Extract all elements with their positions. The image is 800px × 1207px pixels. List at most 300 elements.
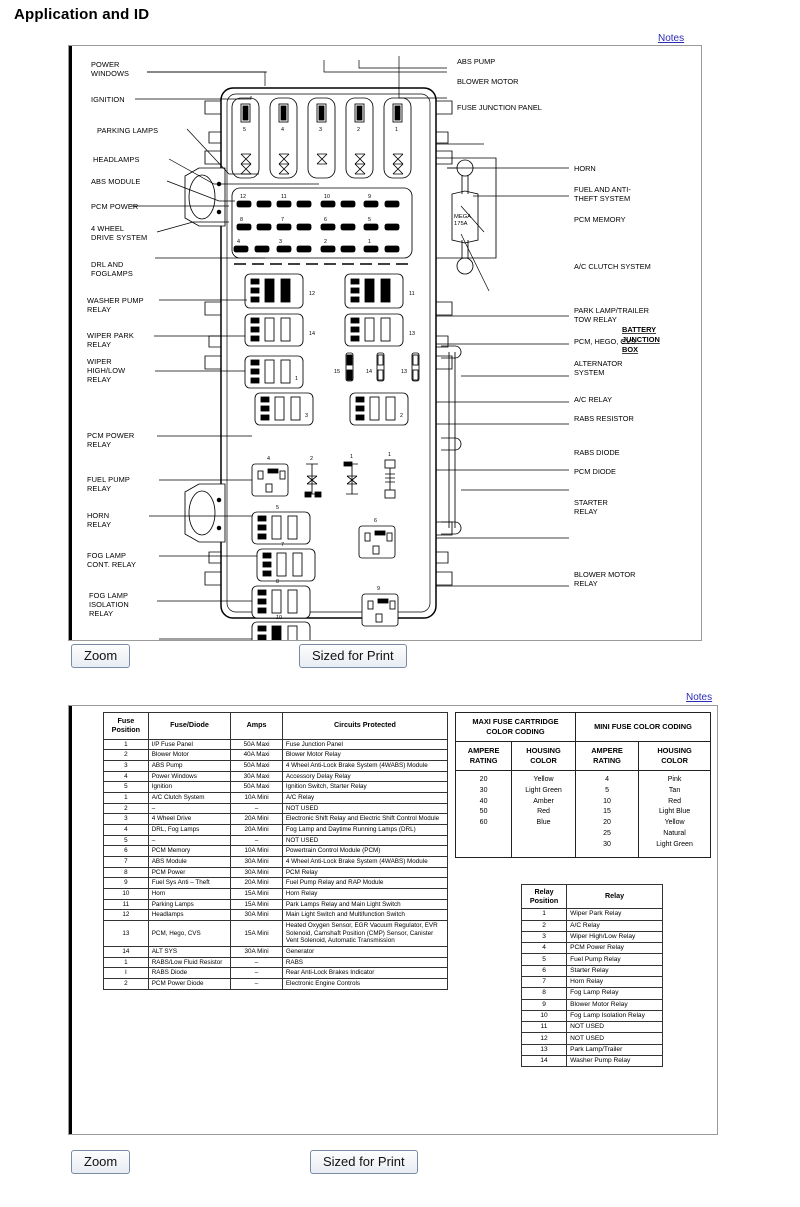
relay-number: 9 [377,586,380,592]
left-label: FOG LAMP [87,551,126,560]
cell-amps: 50A Maxi [231,739,283,750]
cell-circuits-protected: NOT USED [282,803,447,814]
cell-amps: 30A Maxi [231,771,283,782]
left-label: 4 WHEEL [91,224,125,233]
cell-fuse-diode: PCM Power Diode [148,979,231,990]
maxi-fuse-number: 4 [281,127,284,133]
cell-fuse-position: 2 [104,979,149,990]
value-line: 60 [479,819,488,827]
left-label: HIGH/LOW [87,366,126,375]
value-line: 40 [479,797,488,805]
page-title: Application and ID [14,6,150,23]
right-label: RELAY [574,507,598,516]
col-amps: Amps [231,713,283,740]
mini-fuse-number: 10 [324,194,330,200]
table-row [104,760,448,771]
mini-fuse-number: 8 [240,217,243,223]
cell-fuse-diode: PCM Memory [148,846,231,857]
cell-circuits-protected: Park Lamps Relay and Main Light Switch [282,899,447,910]
value-line: 50 [479,808,488,816]
cell-fuse-diode: 4 Wheel Drive [148,814,231,825]
cell-fuse-position: I [104,968,149,979]
relay-number: 14 [309,331,315,337]
table-row [522,1010,663,1021]
cell-fuse-position: 5 [104,835,149,846]
cell-relay-position: 12 [522,1033,567,1044]
cell-fuse-diode: ABS Pump [148,760,231,771]
table-row [104,835,448,846]
relay-position-table [521,884,663,1067]
table-row [522,1022,663,1033]
notes-link-bottom[interactable]: Notes [686,692,713,703]
mini-fuse-number: 4 [237,239,240,245]
relay-number: 13 [409,331,415,337]
cell-fuse-diode: Fuel Sys Anti – Theft [148,878,231,889]
cell-circuits-protected: 4 Wheel Anti-Lock Brake System (4WABS) Module [282,760,447,771]
col-relay: Relay [567,885,663,909]
value-line: 25 [603,830,611,838]
left-label-group [87,60,158,618]
zoom-button-diagram[interactable]: Zoom [71,644,130,668]
value-line: 5 [605,786,609,794]
cell-relay-position: 14 [522,1055,567,1066]
cell-circuits-protected: Blower Motor Relay [282,750,447,761]
color-table-subhead-row [456,741,711,770]
cell-amps: 15A Mini [231,888,283,899]
mini-fuse-number: 3 [279,239,282,245]
cell-amps: – [231,957,283,968]
cell-fuse-position: 6 [104,846,149,857]
relay-number: 5 [276,505,279,511]
col-relay-position: Relay Position [522,885,567,909]
table-row [104,888,448,899]
table-row [104,957,448,968]
left-label: RELAY [87,340,112,349]
cell-relay-position: 1 [522,909,567,920]
cell-fuse-position: 2 [104,803,149,814]
right-label: HORN [574,164,596,173]
color-table-values-row [456,770,711,857]
table-row [522,965,663,976]
cell-relay-position: 10 [522,1010,567,1021]
right-label: THEFT SYSTEM [574,194,631,203]
left-label: POWER [91,60,120,69]
right-label-group [457,57,651,588]
cell-relay-position: 9 [522,999,567,1010]
sized-for-print-button-diagram[interactable]: Sized for Print [299,644,407,668]
cell-amps: 10A Mini [231,846,283,857]
cell-circuits-protected: Rear Anti-Lock Brakes Indicator [282,968,447,979]
cell-fuse-diode: DRL, Fog Lamps [148,824,231,835]
value-line: 20 [479,775,488,783]
cell-fuse-diode: Ignition [148,782,231,793]
cell-amps: 40A Maxi [231,750,283,761]
table-header-row [104,713,448,740]
left-label: PARKING LAMPS [97,126,159,135]
cell-circuits-protected: Fog Lamp and Daytime Running Lamps (DRL) [282,824,447,835]
col-circuits-protected: Circuits Protected [282,713,447,740]
cell-circuits-protected: Ignition Switch, Starter Relay [282,782,447,793]
cell-relay-name: A/C Relay [567,920,663,931]
table-row [104,968,448,979]
cell-amps: – [231,968,283,979]
mega-fuse-label-line1: MEGA [454,214,472,220]
cell-circuits-protected: Fuse Junction Panel [282,739,447,750]
right-label: PARK LAMP/TRAILER [574,306,650,315]
cell-fuse-position: 5 [104,782,149,793]
cell-relay-name: Park Lamp/Trailer [567,1044,663,1055]
maxi-color-title: MAXI FUSE CARTRIDGE COLOR CODING [456,713,576,742]
table-row [522,943,663,954]
table-row [522,920,663,931]
value-line: 30 [603,841,611,848]
table-row [522,976,663,987]
value-line: 15 [603,808,611,816]
left-label: FOG LAMP [89,591,128,600]
table-row [522,999,663,1010]
cell-fuse-position: 4 [104,824,149,835]
bjb-line: BOX [622,345,639,354]
cell-amps: 50A Maxi [231,760,283,771]
cell-amps: 10A Mini [231,792,283,803]
table-row [104,846,448,857]
mini-fuse-number: 9 [368,194,371,200]
cell-fuse-diode: Parking Lamps [148,899,231,910]
table-row [104,771,448,782]
cell-fuse-position: 1 [104,739,149,750]
right-label: PCM, HEGO, CVS [574,337,636,346]
cell-relay-name: Fuel Pump Relay [567,954,663,965]
cell-amps: 15A Mini [231,920,283,946]
relay-number: 2 [310,456,313,462]
right-label: FUSE JUNCTION PANEL [457,103,542,112]
relay-number: 1 [350,454,353,460]
fuse-color-coding-table [455,712,711,858]
cell-fuse-position: 13 [104,920,149,946]
cell-relay-name: Wiper Park Relay [567,909,663,920]
cell-fuse-diode: PCM, Hego, CVS [148,920,231,946]
cell-relay-name: Washer Pump Relay [567,1055,663,1066]
value-line: 4 [605,775,609,783]
cell-relay-position: 13 [522,1044,567,1055]
relay-number: 15 [334,369,340,375]
left-label: HEADLAMPS [93,155,140,164]
table-row [522,931,663,942]
cell-relay-name: Fog Lamp Relay [567,988,663,999]
value-line: Pink [667,775,682,783]
cell-relay-name: Fog Lamp Isolation Relay [567,1010,663,1021]
left-label: RELAY [87,375,112,384]
cell-circuits-protected: 4 Wheel Anti-Lock Brake System (4WABS) Module [282,856,447,867]
relay-number: 11 [409,291,415,297]
cell-relay-position: 4 [522,943,567,954]
cell-amps: 20A Mini [231,878,283,889]
relay-number: 14 [366,369,372,375]
value-line: 20 [603,819,611,827]
cell-fuse-diode: Blower Motor [148,750,231,761]
table-row [104,782,448,793]
left-label: HORN [87,511,110,520]
table-row [522,1033,663,1044]
cell-relay-name: Wiper High/Low Relay [567,931,663,942]
cell-fuse-position: 12 [104,910,149,921]
relay-number: 2 [400,413,403,419]
mini-fuse-number: 1 [368,239,371,245]
cell-fuse-diode: Power Windows [148,771,231,782]
left-label: DRL AND [91,260,124,269]
right-label: FUEL AND ANTI- [574,185,631,194]
fuse-application-table [103,712,448,990]
mini-housing-values [639,770,711,857]
left-label: ISOLATION [89,600,129,609]
right-label: RELAY [574,579,598,588]
left-label: RELAY [89,609,114,618]
bjb-line: BATTERY [622,325,657,334]
cell-amps: 30A Mini [231,910,283,921]
left-label: RELAY [87,305,112,314]
notes-link-top[interactable]: Notes [658,33,685,44]
cell-amps: – [231,835,283,846]
cell-amps: 30A Mini [231,947,283,958]
mega-fuse-label-line2: 175A [454,221,468,227]
table-row [104,803,448,814]
table-row [104,947,448,958]
relay-number: 4 [267,456,270,462]
cell-relay-position: 5 [522,954,567,965]
cell-fuse-diode: Horn [148,888,231,899]
cell-amps: 20A Mini [231,814,283,825]
left-label: DRIVE SYSTEM [91,233,148,242]
cell-circuits-protected: Horn Relay [282,888,447,899]
bjb-line: JUNCTION [622,335,660,344]
col-fuse-position: Fuse Position [104,713,149,740]
relay-number: 1 [295,376,298,382]
left-label: WINDOWS [91,69,130,78]
relay-number: 1 [388,452,391,458]
cell-circuits-protected: Heated Oxygen Sensor, EGR Vacuum Regulator, EVR Solenoid, Camshaft Position (CMP) Sensor, Canister Vent Solenoid, Automatic Transmission [282,920,447,946]
right-label: TOW RELAY [574,315,617,324]
mini-fuse-number: 7 [281,217,284,223]
cell-circuits-protected: Main Light Switch and Multifunction Switch [282,910,447,921]
mini-fuse-number: 6 [324,217,327,223]
relay-number: 7 [281,542,284,548]
table-row [104,814,448,825]
cell-relay-name: Starter Relay [567,965,663,976]
cell-relay-position: 8 [522,988,567,999]
cell-fuse-diode: A/C Clutch System [148,792,231,803]
table-row [104,910,448,921]
left-label: PCM POWER [87,431,135,440]
relay-number: 10 [276,615,282,621]
table-row [104,920,448,946]
table-row [104,739,448,750]
relay-table-header-row [522,885,663,909]
cell-amps: 15A Mini [231,899,283,910]
cell-fuse-position: 8 [104,867,149,878]
left-label: IGNITION [91,95,125,104]
left-label: PCM POWER [91,202,139,211]
left-label: CONT. RELAY [87,560,137,569]
cell-fuse-position: 1 [104,792,149,803]
table-row [522,1055,663,1066]
left-label: WIPER PARK [87,331,134,340]
cell-circuits-protected: PCM Relay [282,867,447,878]
cell-fuse-position: 10 [104,888,149,899]
table-row [522,909,663,920]
cell-relay-position: 3 [522,931,567,942]
cell-fuse-diode: ABS Module [148,856,231,867]
value-line: Light Green [656,841,693,848]
relay-number: 3 [305,413,308,419]
cell-circuits-protected: Electronic Shift Relay and Electric Shift Control Module [282,814,447,825]
mini-fuse-number: 5 [368,217,371,223]
cell-amps: – [231,803,283,814]
value-line: 30 [479,786,488,794]
left-label: WIPER [87,357,112,366]
cell-fuse-position: 3 [104,760,149,771]
table-row [104,878,448,889]
battery-junction-box-caption [622,325,660,354]
cell-circuits-protected: Electronic Engine Controls [282,979,447,990]
cell-fuse-position: 11 [104,899,149,910]
cell-fuse-position: 3 [104,814,149,825]
left-label: FUEL PUMP [87,475,130,484]
value-line: Red [668,797,681,805]
maxi-fuse-number: 3 [319,127,322,133]
cell-fuse-diode: – [148,835,231,846]
cell-fuse-position: 2 [104,750,149,761]
value-line: Yellow [664,819,685,827]
right-label: ALTERNATOR [574,359,623,368]
value-line: Red [537,808,550,816]
table-row [104,856,448,867]
value-line: Tan [668,786,681,794]
cell-relay-position: 11 [522,1022,567,1033]
relay-number: 13 [401,369,407,375]
left-label: RELAY [87,484,112,493]
cell-amps: 30A Mini [231,856,283,867]
left-label: FOGLAMPS [91,269,133,278]
value-line: Natural [663,830,686,838]
maxi-fuse-number: 1 [395,127,398,133]
relay-number: 8 [276,579,279,585]
right-label: RABS RESISTOR [574,414,634,423]
mini-fuse-number: 11 [281,194,287,200]
mini-color-title: MINI FUSE COLOR CODING [575,713,710,742]
maxi-fuse-number: 5 [243,127,246,133]
mini-ampere-header: AMPERE RATING [575,741,638,770]
cell-circuits-protected: A/C Relay [282,792,447,803]
right-label: PCM DIODE [574,467,616,476]
cell-fuse-position: 9 [104,878,149,889]
value-line: Light Blue [659,808,691,816]
zoom-button-table[interactable]: Zoom [71,1150,130,1174]
right-label: PCM MEMORY [574,215,626,224]
left-label: ABS MODULE [91,177,141,186]
cell-fuse-diode: PCM Power [148,867,231,878]
table-row [104,792,448,803]
cell-amps: 20A Mini [231,824,283,835]
right-label: BLOWER MOTOR [574,570,636,579]
cell-circuits-protected: Powertrain Control Module (PCM) [282,846,447,857]
mini-fuse-number: 12 [240,194,246,200]
cell-fuse-diode: I/P Fuse Panel [148,739,231,750]
cell-relay-name: NOT USED [567,1033,663,1044]
col-fuse-diode: Fuse/Diode [148,713,231,740]
cell-fuse-position: 14 [104,947,149,958]
left-label: RELAY [87,520,112,529]
relay-number: 6 [374,518,377,524]
right-label: A/C CLUTCH SYSTEM [574,262,651,271]
color-table-title-row [456,713,711,742]
cell-fuse-diode: RABS Diode [148,968,231,979]
table-row [104,824,448,835]
cell-relay-name: Horn Relay [567,976,663,987]
right-label: RABS DIODE [574,448,620,457]
mini-housing-header: HOUSING COLOR [639,741,711,770]
value-line: Blue [536,819,551,827]
table-row [104,750,448,761]
cell-circuits-protected: Fuel Pump Relay and RAP Module [282,878,447,889]
cell-relay-name: PCM Power Relay [567,943,663,954]
maxi-ampere-header: AMPERE RATING [456,741,512,770]
cell-circuits-protected: Accessory Delay Relay [282,771,447,782]
maxi-fuse-number: 2 [357,127,360,133]
cell-fuse-position: 1 [104,957,149,968]
cell-relay-name: Blower Motor Relay [567,999,663,1010]
cell-relay-position: 6 [522,965,567,976]
value-line: 10 [603,797,611,805]
cell-fuse-diode: RABS/Low Fluid Resistor [148,957,231,968]
maxi-ampere-values [456,770,512,857]
table-row [522,988,663,999]
cell-relay-name: NOT USED [567,1022,663,1033]
cell-amps: 50A Maxi [231,782,283,793]
left-label: RELAY [87,440,112,449]
right-label: A/C RELAY [574,395,613,404]
maxi-housing-values [512,770,576,857]
maxi-housing-header: HOUSING COLOR [512,741,576,770]
table-row [522,1044,663,1055]
table-row [104,979,448,990]
right-label: STARTER [574,498,608,507]
table-row [104,867,448,878]
right-label: BLOWER MOTOR [457,77,519,86]
cell-fuse-diode: ALT SYS [148,947,231,958]
relay-number: 12 [309,291,315,297]
cell-circuits-protected: RABS [282,957,447,968]
cell-circuits-protected: Generator [282,947,447,958]
cell-fuse-position: 4 [104,771,149,782]
mini-fuse-number: 2 [324,239,327,245]
cell-fuse-position: 7 [104,856,149,867]
mini-ampere-values [575,770,638,857]
right-label: SYSTEM [574,368,605,377]
right-label: ABS PUMP [457,57,496,66]
value-line: Light Green [525,786,562,794]
cell-amps: – [231,979,283,990]
cell-amps: 30A Mini [231,867,283,878]
cell-fuse-diode: Headlamps [148,910,231,921]
mega-fuse [452,160,478,274]
cell-circuits-protected: NOT USED [282,835,447,846]
fuse-box-diagram [69,46,701,640]
cell-fuse-diode: – [148,803,231,814]
fuse-box-diagram-panel [68,45,702,641]
value-line: Amber [533,797,554,805]
sized-for-print-button-table[interactable]: Sized for Print [310,1150,418,1174]
table-row [104,899,448,910]
